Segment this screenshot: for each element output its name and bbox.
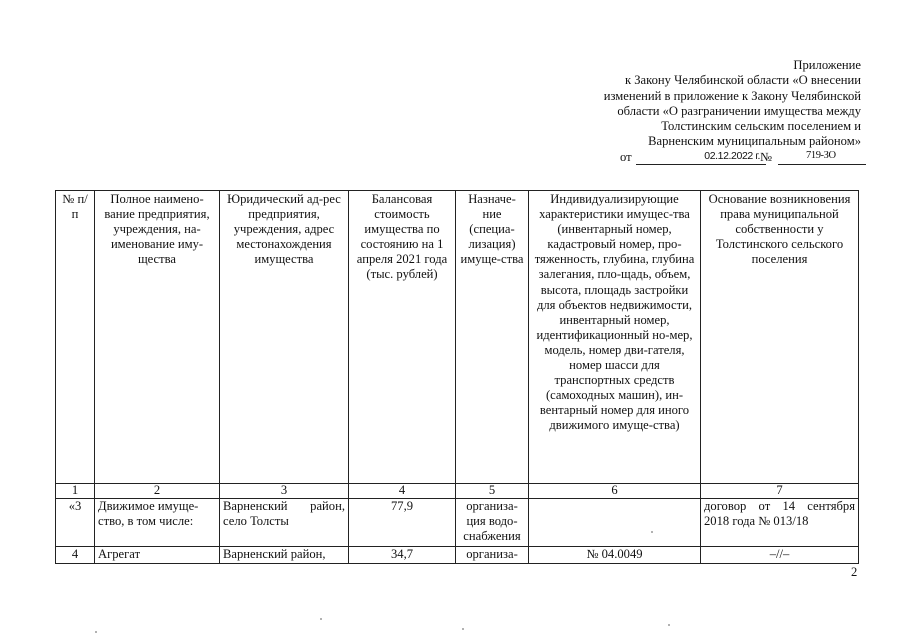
number-label: №	[760, 150, 773, 164]
law-date: 02.12.2022 г.	[704, 150, 760, 162]
column-number: 2	[95, 484, 220, 499]
row-number: 4	[56, 547, 95, 564]
number-field	[778, 150, 866, 165]
appendix-line: к Закону Челябинской области «О внесении	[624, 73, 861, 88]
header-cell-value: Балансовая стоимость имущества по состоянию на 1 апреля 2021 года (тыс. рублей)	[349, 191, 456, 484]
scan-speck	[651, 531, 653, 533]
table-row	[56, 547, 859, 564]
row-characteristics: № 04.0049	[529, 547, 701, 564]
row-address: Варненский район,	[220, 547, 349, 564]
row-purpose: организа-ция водо-снабжения	[456, 499, 529, 547]
row-characteristics	[529, 499, 701, 547]
row-value: 77,9	[349, 499, 456, 547]
column-number-row	[56, 484, 859, 499]
scan-speck	[462, 628, 464, 630]
header-cell-number: № п/п	[56, 191, 95, 484]
row-value: 34,7	[349, 547, 456, 564]
page-number: 2	[851, 565, 858, 579]
scan-speck	[668, 624, 670, 626]
column-number: 6	[529, 484, 701, 499]
column-number: 7	[701, 484, 859, 499]
column-number: 3	[220, 484, 349, 499]
row-basis: –//–	[701, 547, 859, 564]
appendix-line: изменений в приложение к Закону Челябинской	[603, 88, 861, 103]
row-name: Агрегат	[95, 547, 220, 564]
table-row	[56, 499, 859, 547]
appendix-line: области «О разграничении имущества между	[617, 103, 861, 118]
scan-speck	[95, 631, 97, 633]
column-number: 4	[349, 484, 456, 499]
header-cell-characteristics: Индивидуализирующие характеристики имущес-тва (инвентарный номер, кадастровый номер, про-тяженность, глубина, глубина залегания, пло-щадь, объем, высота, площадь застройки для объектов недвижимости, инвентарный номер, идентификационный но-мер, модель, номер дви-гателя, номер шасси для транспортных средств (самоходных машин), ин-вентарный номер для иного движимого имуще-ства)	[529, 191, 701, 484]
date-field	[636, 150, 766, 165]
header-cell-basis: Основание возникновения права муниципальной собственности у Толстинского сельского поселения	[701, 191, 859, 484]
header-cell-name: Полное наимено-вание предприятия, учреждения, на-именование иму-щества	[95, 191, 220, 484]
law-number: 719-ЗО	[806, 150, 836, 161]
row-name: Движимое имуще-ство, в том числе:	[95, 499, 220, 547]
law-date-number	[620, 150, 866, 166]
header-cell-purpose: Назначе-ние (специа-лизация) имуще-ства	[456, 191, 529, 484]
column-number: 1	[56, 484, 95, 499]
scan-speck	[320, 618, 322, 620]
column-number: 5	[456, 484, 529, 499]
row-basis: договор от 14 сентября 2018 года № 013/18	[701, 499, 859, 547]
property-table	[55, 190, 859, 564]
row-address: Варненский район, село Толсты	[220, 499, 349, 547]
header-cell-address: Юридический ад-рес предприятия, учреждения, адрес местонахождения имущества	[220, 191, 349, 484]
row-purpose: организа-	[456, 547, 529, 564]
from-label: от	[620, 150, 632, 164]
appendix-line: Варненским муниципальным районом»	[648, 134, 861, 149]
table-header-row	[56, 191, 859, 484]
appendix-line: Толстинским сельским поселением и	[661, 119, 861, 134]
appendix-header	[531, 58, 861, 150]
appendix-title: Приложение	[793, 58, 861, 72]
row-number: «3	[56, 499, 95, 547]
